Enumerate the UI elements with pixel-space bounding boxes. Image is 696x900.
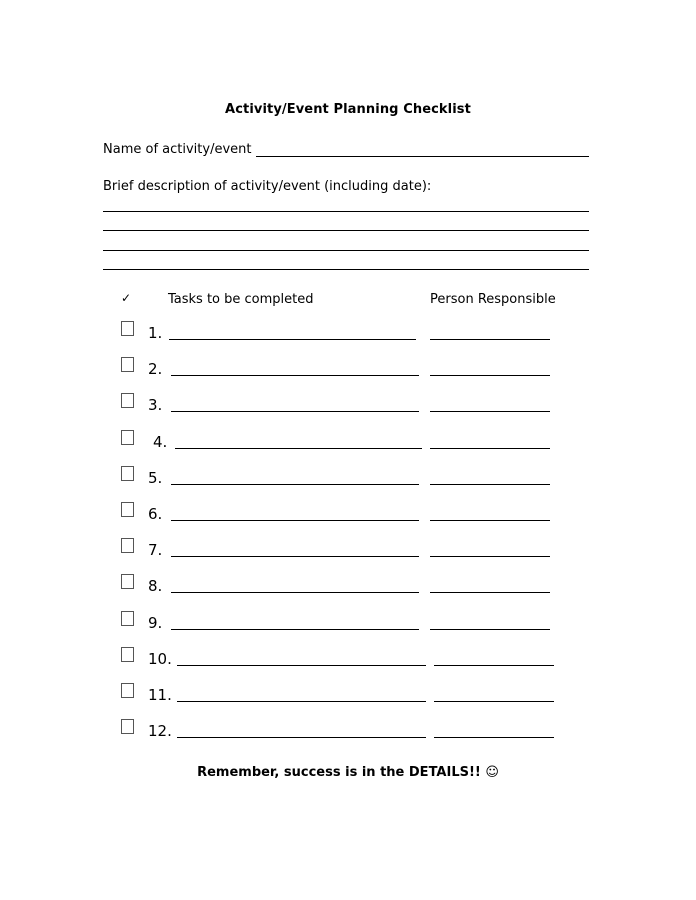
- task-row: [0, 466, 696, 492]
- description-line-3[interactable]: [103, 250, 589, 251]
- task-number: 10.: [148, 650, 172, 668]
- task-checkbox[interactable]: [121, 357, 134, 372]
- task-row: [0, 430, 696, 456]
- task-row: [0, 357, 696, 383]
- task-field[interactable]: [177, 701, 426, 702]
- task-checkbox[interactable]: [121, 393, 134, 408]
- task-checkbox[interactable]: [121, 574, 134, 589]
- person-responsible-field[interactable]: [430, 484, 550, 485]
- task-row: [0, 683, 696, 709]
- task-field[interactable]: [171, 411, 419, 412]
- task-number: 7.: [148, 541, 163, 559]
- task-number: 11.: [148, 686, 172, 704]
- task-number: 6.: [148, 505, 163, 523]
- task-row: [0, 393, 696, 419]
- task-row: [0, 647, 696, 673]
- task-checkbox[interactable]: [121, 611, 134, 626]
- task-row: [0, 502, 696, 528]
- person-responsible-field[interactable]: [430, 448, 550, 449]
- task-field[interactable]: [171, 375, 419, 376]
- task-checkbox[interactable]: [121, 502, 134, 517]
- person-responsible-field[interactable]: [430, 556, 550, 557]
- task-row: [0, 611, 696, 637]
- task-checkbox[interactable]: [121, 719, 134, 734]
- person-responsible-column-header: Person Responsible: [430, 292, 556, 307]
- task-number: 8.: [148, 577, 163, 595]
- task-number: 5.: [148, 469, 163, 487]
- task-number: 1.: [148, 324, 163, 342]
- description-line-4[interactable]: [103, 269, 589, 270]
- task-checkbox[interactable]: [121, 683, 134, 698]
- task-field[interactable]: [175, 448, 422, 449]
- tasks-column-header: Tasks to be completed: [168, 292, 314, 307]
- description-line-1[interactable]: [103, 211, 589, 212]
- person-responsible-field[interactable]: [430, 629, 550, 630]
- person-responsible-field[interactable]: [434, 665, 554, 666]
- name-of-activity-field[interactable]: [256, 156, 589, 157]
- task-row: [0, 538, 696, 564]
- person-responsible-field[interactable]: [430, 592, 550, 593]
- task-checkbox[interactable]: [121, 647, 134, 662]
- task-row: [0, 574, 696, 600]
- person-responsible-field[interactable]: [430, 520, 550, 521]
- person-responsible-field[interactable]: [434, 701, 554, 702]
- description-label: Brief description of activity/event (including date):: [103, 179, 432, 194]
- task-number: 2.: [148, 360, 163, 378]
- task-number: 9.: [148, 614, 163, 632]
- check-column-icon: ✓: [121, 291, 132, 305]
- task-field[interactable]: [171, 520, 419, 521]
- task-field[interactable]: [171, 592, 419, 593]
- task-checkbox[interactable]: [121, 538, 134, 553]
- person-responsible-field[interactable]: [430, 411, 550, 412]
- task-number: 12.: [148, 722, 172, 740]
- task-number: 3.: [148, 396, 163, 414]
- footer-reminder: Remember, success is in the DETAILS!! ☺: [197, 765, 499, 780]
- task-row: [0, 321, 696, 347]
- person-responsible-field[interactable]: [434, 737, 554, 738]
- task-number: 4.: [153, 433, 168, 451]
- task-checkbox[interactable]: [121, 430, 134, 445]
- name-of-activity-label: Name of activity/event: [103, 142, 252, 157]
- task-checkbox[interactable]: [121, 321, 134, 336]
- task-field[interactable]: [177, 665, 426, 666]
- task-field[interactable]: [177, 737, 426, 738]
- person-responsible-field[interactable]: [430, 339, 550, 340]
- description-line-2[interactable]: [103, 230, 589, 231]
- task-field[interactable]: [171, 484, 419, 485]
- task-field[interactable]: [171, 629, 419, 630]
- person-responsible-field[interactable]: [430, 375, 550, 376]
- task-row: [0, 719, 696, 745]
- page-title: Activity/Event Planning Checklist: [225, 102, 471, 117]
- task-field[interactable]: [171, 556, 419, 557]
- task-checkbox[interactable]: [121, 466, 134, 481]
- task-field[interactable]: [169, 339, 416, 340]
